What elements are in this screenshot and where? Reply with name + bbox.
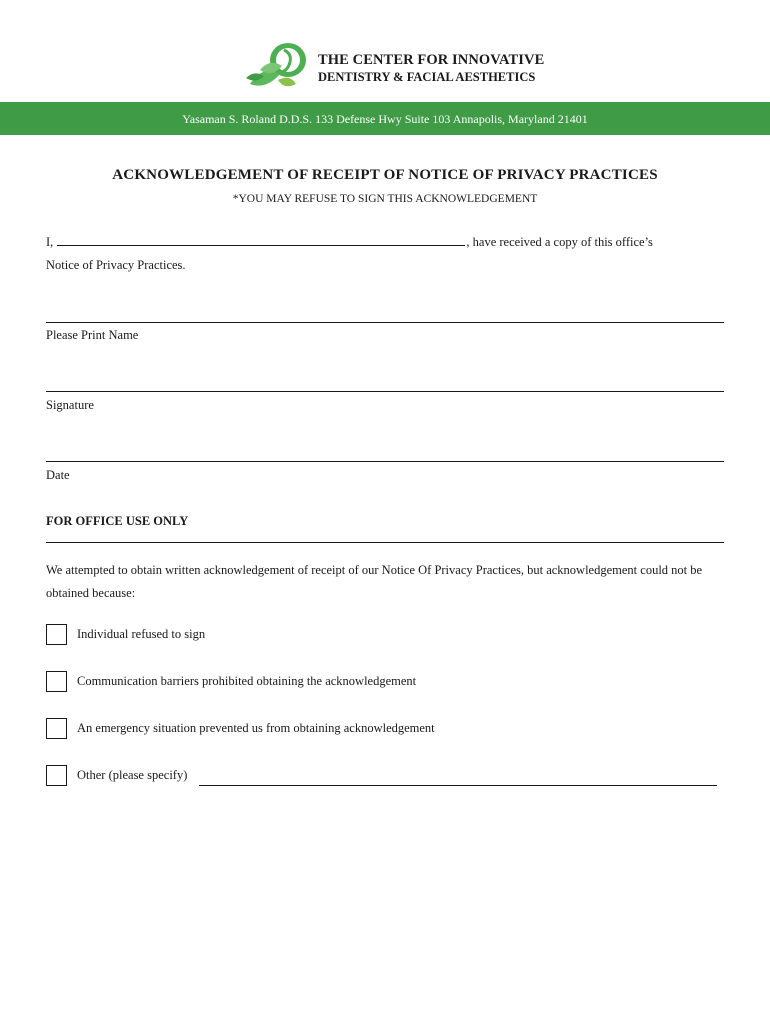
document-title: ACKNOWLEDGEMENT OF RECEIPT OF NOTICE OF PRIVACY PRACTICES bbox=[112, 167, 658, 183]
option-label: An emergency situation prevented us from obtaining acknowledgement bbox=[77, 721, 435, 735]
logo-title-line1: THE CENTER FOR INNOVATIVE bbox=[318, 52, 545, 68]
statement-line2: Notice of Privacy Practices. bbox=[46, 258, 186, 272]
statement-suffix: , have received a copy of this office’s bbox=[466, 235, 653, 249]
name-blank-line[interactable] bbox=[57, 235, 465, 246]
clinic-logo bbox=[244, 40, 544, 94]
signature-label: Signature bbox=[46, 398, 94, 412]
acknowledgement-statement bbox=[46, 235, 653, 250]
option-label: Other (please specify) bbox=[77, 768, 188, 782]
statement-prefix: I, bbox=[46, 235, 54, 249]
print-name-line[interactable] bbox=[46, 322, 724, 323]
option-label: Communication barriers prohibited obtaining the acknowledgement bbox=[77, 674, 417, 688]
logo-title-line2: DENTISTRY & FACIAL AESTHETICS bbox=[318, 70, 536, 84]
address-bar: Yasaman S. Roland D.D.S. 133 Defense Hwy Suite 103 Annapolis, Maryland 21401 bbox=[0, 102, 770, 135]
print-name-label: Please Print Name bbox=[46, 328, 139, 342]
date-label: Date bbox=[46, 468, 70, 482]
office-use-divider bbox=[46, 542, 724, 543]
checkbox-emergency[interactable] bbox=[46, 718, 67, 739]
checkbox-other[interactable] bbox=[46, 765, 67, 786]
option-label: Individual refused to sign bbox=[77, 627, 206, 641]
office-use-paragraph: We attempted to obtain written acknowledgement of receipt of our Notice Of Privacy Practices, but acknowledgement could not be obtained because: bbox=[46, 563, 703, 600]
leaf-face-logo-icon bbox=[244, 40, 316, 94]
document-subtitle: *YOU MAY REFUSE TO SIGN THIS ACKNOWLEDGEMENT bbox=[232, 193, 538, 205]
date-line[interactable] bbox=[46, 461, 724, 462]
signature-line[interactable] bbox=[46, 391, 724, 392]
checkbox-communication-barriers[interactable] bbox=[46, 671, 67, 692]
office-use-title: FOR OFFICE USE ONLY bbox=[46, 514, 189, 528]
checkbox-refused[interactable] bbox=[46, 624, 67, 645]
other-specify-line[interactable] bbox=[199, 785, 717, 786]
